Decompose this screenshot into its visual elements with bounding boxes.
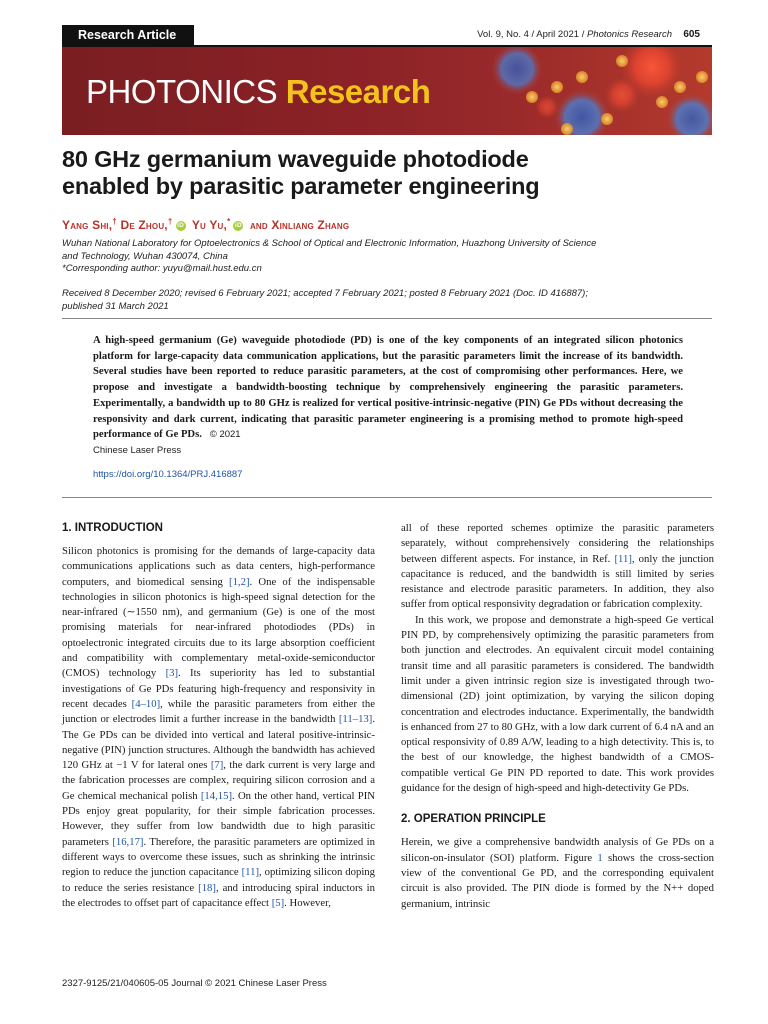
text-run: . One of the indispensable technologies in silicon photonics is high-speed signal detection for the near-infrared (∼1550 nm), and germanium (Ge) is one of the most promising materials for near-infrared photodiodes (PDs) in optoelectronic integrated circuits due to its large absorption coefficient and compatibility with complementary metal-oxide-semiconductor (CMOS) technology bbox=[62, 575, 375, 680]
journal-banner bbox=[62, 47, 712, 135]
text-run: . The Ge PDs can be divided into vertical and lateral positive-intrinsic-negative (PIN) junction structures. Although the bandwidth has achieved 120 GHz at −1 V for lateral ones bbox=[62, 713, 375, 772]
author: De Zhou, bbox=[120, 218, 168, 232]
author: Yu Yu, bbox=[191, 218, 228, 232]
orcid-icon[interactable]: iD bbox=[234, 221, 242, 229]
paragraph bbox=[62, 544, 375, 911]
section-heading: 2. OPERATION PRINCIPLE bbox=[401, 813, 546, 826]
publisher: Chinese Laser Press bbox=[93, 445, 182, 456]
text-run: . On the other hand, vertical PIN PDs enjoy great popularity, for their simple fabrication processes. However, they suffer from low bandwidth due to high parasitic parameters bbox=[62, 789, 375, 848]
text-run: . Therefore, the parasitic parameters are optimized in different ways to overcome these issues, such as shrinking the intrinsic region to reduce the junction capacitance bbox=[62, 835, 375, 879]
citation-link[interactable]: [4–10] bbox=[131, 697, 161, 710]
text-run: all of these reported schemes optimize the parasitic parameters separately, without comprehensively considering the relationships between different aspects. For instance, in Ref. bbox=[401, 522, 714, 565]
author: Yang Shi, bbox=[62, 218, 113, 232]
text-run: . Its superiority has led to substantial investigations of Ge PDs featuring high-frequency and responsivity in recent decades bbox=[62, 667, 375, 710]
author: and Xinliang Zhang bbox=[249, 218, 350, 232]
citation-link[interactable]: [18] bbox=[198, 881, 216, 894]
article-type-badge: Research Article bbox=[62, 25, 194, 45]
page-number: 605 bbox=[683, 29, 700, 40]
paragraph bbox=[401, 521, 714, 613]
citation-link[interactable]: [11–13] bbox=[338, 713, 373, 726]
journal-header-strip bbox=[62, 25, 712, 45]
citation-link[interactable]: [16,17] bbox=[112, 835, 144, 848]
citation-link[interactable]: [7] bbox=[210, 759, 224, 772]
divider bbox=[62, 497, 712, 498]
paragraph bbox=[401, 835, 714, 911]
doi-link[interactable]: https://doi.org/10.1364/PRJ.416887 bbox=[93, 469, 243, 480]
orcid-icon[interactable]: iD bbox=[177, 221, 184, 229]
citation-link[interactable]: [1,2] bbox=[229, 575, 250, 588]
divider bbox=[62, 318, 712, 319]
citation-link[interactable]: [14,15] bbox=[200, 789, 233, 802]
author-list: Yang Shi,† De Zhou,† iD Yu Yu,* iD and Xinliang Zhang bbox=[62, 217, 350, 232]
paragraph: In this work, we propose and demonstrate a high-speed Ge vertical PIN PD, by comprehensively optimizing the parasitic parameters from both junction and electrodes. An equivalent circuit model containing transit time and all parasitic parameters is considered. The bandwidth limit under a given intrinsic region size is investigated through two-dimensional (2D) joint optimization, by varying the silicon doping concentration and electrodes inductance. Experimentally, the bandwidth is enhanced from 27 to 80 GHz, with a low dark current of 6.4 nA and an optical responsivity of 0.89 A/W, leading to a high detectivity. This is, to the best of our knowledge, the highest bandwidth of a CMOS-compatible vertical Ge PIN PD reported to date. This work provides guidance for the design of high-speed and high-detectivity Ge PDs. bbox=[401, 613, 714, 795]
footer: 2327-9125/21/040605-05 Journal © 2021 Chinese Laser Press bbox=[62, 978, 327, 989]
citation-link[interactable]: [11] bbox=[614, 552, 632, 565]
text-run: , and introducing spiral inductors in the electrodes to offset part of capacitance effect bbox=[62, 881, 375, 909]
citation-link[interactable]: [3] bbox=[165, 667, 179, 680]
received-dates: Received 8 December 2020; revised 6 February 2021; accepted 7 February 2021; posted 8 February 2021 (Doc. ID 416887); published 31 March 2021 bbox=[62, 288, 588, 312]
text-run: Silicon photonics is promising for the demands of large-capacity data communications applications such as data centers, high-performance computers, and biomedical sensing bbox=[62, 545, 375, 588]
abstract: A high-speed germanium (Ge) waveguide photodiode (PD) is one of the key components of an integrated silicon photonics platform for large-capacity data communication applications, but the parasitic parameters limit the increase of its bandwidth. Several studies have been reported to reduce parasitic parameters, at the cost of compromising other performances. Here, we propose and investigate a bandwidth-boosting technique by comprehensively engineering the parasitic parameters. Experimentally, a bandwidth up to 80 GHz is realized for vertical positive-intrinsic-negative (PIN) Ge PDs without decreasing the responsivity and dark current, indicating that parasitic parameter engineering is a promising method to promote high-speed performance of Ge PDs. © 2021 bbox=[93, 335, 683, 441]
issue-info: Vol. 9, No. 4 / April 2021 / Photonics Research bbox=[477, 29, 672, 40]
right-column bbox=[401, 521, 714, 912]
left-column bbox=[62, 521, 375, 911]
corresponding-author: *Corresponding author: yuyu@mail.hust.edu.cn bbox=[62, 263, 262, 274]
text-run: shows the cross-section view of the conventional Ge PD, and the corresponding equivalent circuit is also provided. The PIN diode is formed by the N++ doped germanium, intrinsic bbox=[401, 851, 715, 910]
text-run: , the dark current is very large and the fabrication processes are complex, requiring silicon corrosion and a Ge chemical mechanical polish bbox=[62, 759, 375, 802]
affiliation: Wuhan National Laboratory for Optoelectronics & School of Optical and Electronic Information, Huazhong University of Science and Technology, Wuhan 430074, China *Corresponding author: yuyu@mail.hust.edu.cn bbox=[62, 238, 597, 274]
text-run: , only the junction capacitance is reduced, and the bandwidth is still limited by series resistance and electrode parasitic parameters. In addition, they also suffer from optical responsivity degradation or fabrication complexity. bbox=[401, 552, 714, 611]
citation-link[interactable]: [5] bbox=[271, 896, 285, 909]
citation-link[interactable]: [11] bbox=[241, 866, 260, 879]
text-run: Herein, we give a comprehensive bandwidth analysis of Ge PDs on a silicon-on-insulator (SOI) platform. Figure bbox=[401, 836, 714, 864]
copyright: © 2021 bbox=[209, 429, 241, 441]
journal-logo: PHOTONICS Research bbox=[86, 73, 431, 110]
article-title: 80 GHz germanium waveguide photodiode enabled by parasitic parameter engineering bbox=[62, 146, 540, 199]
text-run: , optimizing silicon doping to reduce the series resistance bbox=[62, 866, 375, 894]
text-run: . However, bbox=[284, 896, 331, 909]
section-heading: 1. INTRODUCTION bbox=[62, 522, 163, 534]
text-run: , while the parasitic parameters from either the junction or electrodes limit a further increase in the bandwidth bbox=[62, 697, 375, 726]
citation-link[interactable]: 1 bbox=[597, 851, 603, 864]
